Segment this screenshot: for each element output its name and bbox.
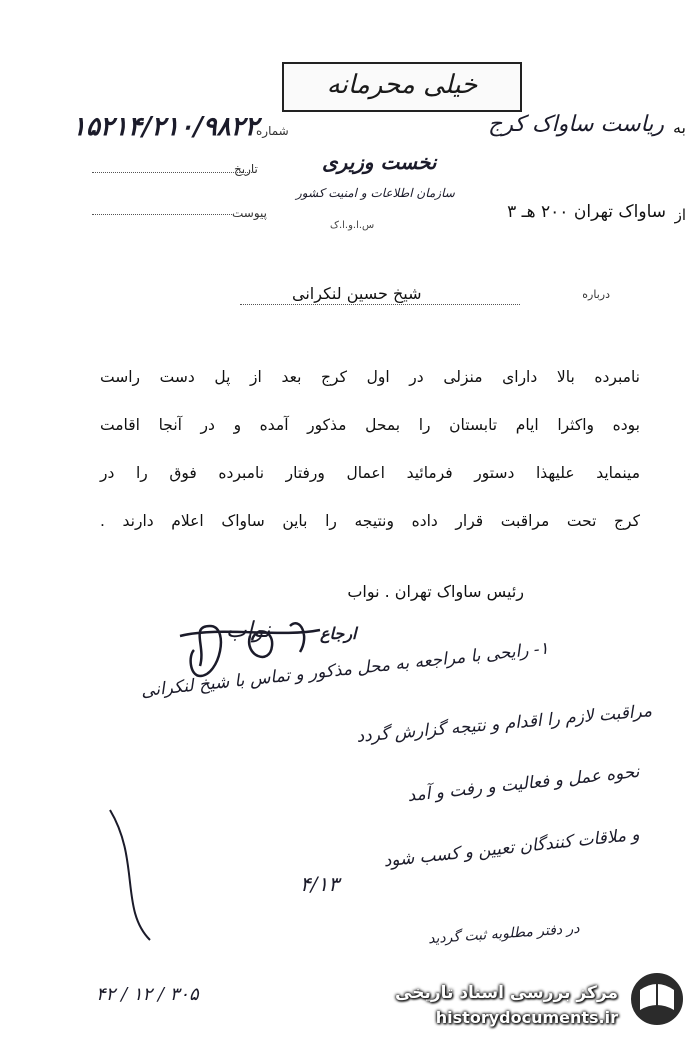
from-value: ساواک تهران ۲۰۰ هـ ۳ bbox=[507, 202, 666, 222]
subject-label: درباره bbox=[582, 288, 610, 301]
classification-stamp bbox=[282, 62, 522, 112]
org-line: سازمان اطلاعات و امنیت کشور bbox=[296, 186, 455, 200]
to-label: به bbox=[672, 118, 686, 137]
footer-url[interactable]: historydocuments.ir bbox=[435, 1008, 618, 1027]
body-line: مینماید علیهذا دستور فرمائید اعمال ورفتار نامبرده فوق را در bbox=[100, 464, 640, 482]
note-referral: ارجاع bbox=[320, 624, 357, 643]
attachment-label: پیوست bbox=[232, 206, 267, 220]
from-label: از bbox=[674, 206, 686, 224]
date-line bbox=[92, 172, 252, 173]
body-line: نامبرده بالا دارای منزلی در اول کرج بعد از پل دست راست bbox=[100, 368, 640, 386]
note-line: و ملاقات کنندگان تعیین و کسب شود bbox=[382, 824, 641, 872]
note-line: ۱- رایحی با مراجعه به محل مذکور و تماس با شیخ لنکرانی bbox=[140, 638, 550, 702]
signature-scribble: نواب bbox=[226, 618, 271, 643]
to-value: ریاست ساواک کرج bbox=[488, 112, 664, 137]
attachment-line bbox=[92, 214, 232, 215]
subject-line bbox=[240, 304, 520, 305]
note-arrow-icon bbox=[100, 800, 170, 950]
body-line: کرج تحت مراقبت قرار داده ونتیجه را باین ساواک اعلام دارند . bbox=[100, 512, 640, 530]
note-corner: ۳۰۵ / ۱۲ / ۴۲ bbox=[96, 984, 199, 1005]
subject-value: شیخ حسین لنکرانی bbox=[292, 284, 422, 303]
note-line: نحوه عمل و فعالیت و رفت و آمد bbox=[406, 761, 641, 807]
ministry-line: نخست وزیری bbox=[322, 150, 437, 174]
signature-title: رئیس ساواک تهران . نواب bbox=[347, 582, 524, 601]
dept-line: س.ا.و.ا.ک bbox=[330, 220, 375, 231]
note-line: مراقبت لازم را اقدام و نتیجه گزارش گردد bbox=[355, 701, 653, 747]
archive-logo-icon bbox=[628, 970, 686, 1028]
footer-org-name: مرکز بررسی اسناد تاریخی bbox=[395, 983, 618, 1003]
stamp-text: خیلی محرمانه bbox=[326, 70, 478, 100]
body-line: بوده واکثرا ایام تابستان را بمحل مذکور آمده و در آنجا اقامت bbox=[100, 416, 640, 434]
number-label: شماره bbox=[256, 124, 289, 138]
number-value: ۱۵۲۱۴/۲۱۰/۹۸۲۲ bbox=[72, 112, 259, 142]
note-date: ۴/۱۳ bbox=[300, 872, 339, 896]
note-bottom: در دفتر مطلوبه ثبت گردید bbox=[427, 920, 581, 948]
date-label: تاریخ bbox=[234, 162, 258, 176]
